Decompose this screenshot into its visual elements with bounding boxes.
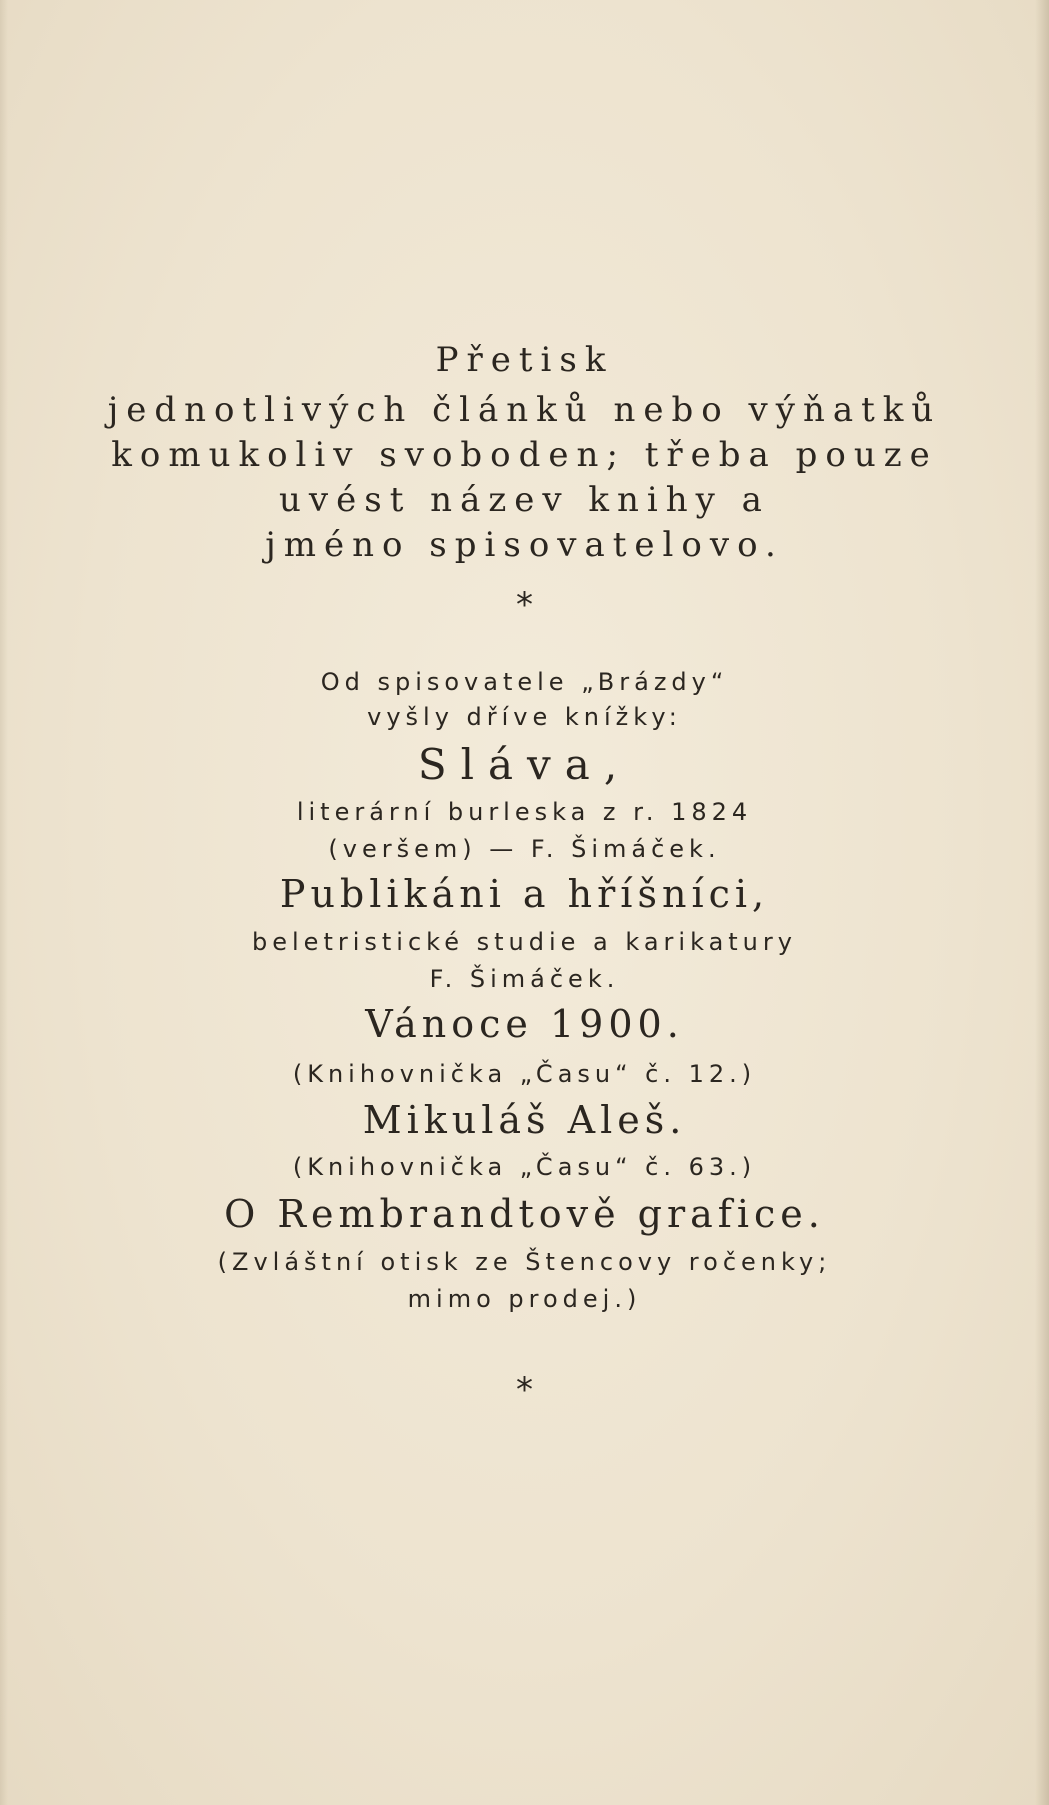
book-detail-rembrandt-1: (Zvláštní otisk ze Štencovy ročenky;	[217, 1248, 832, 1276]
notice-line-5: jméno spisovatelovo.	[265, 525, 784, 565]
book-detail-publikani-2: F. Šimáček.	[429, 965, 620, 993]
intro-line-1: Od spisovatele „Brázdy“	[320, 668, 729, 696]
notice-line-2: jednotlivých článků nebo výňatků	[107, 390, 942, 430]
book-title-publikani: Publikáni a hříšníci,	[279, 872, 770, 916]
notice-line-4: uvést název knihy a	[279, 480, 770, 520]
book-title-slava: Sláva,	[417, 740, 632, 789]
book-detail-ales-1: (Knihovnička „Času“ č. 63.)	[292, 1153, 757, 1181]
intro-line-2: vyšly dříve knížky:	[367, 703, 682, 731]
book-title-ales: Mikuláš Aleš.	[362, 1098, 687, 1142]
book-title-rembrandt: O Rembrandtově grafice.	[224, 1192, 825, 1236]
notice-line-3: komukoliv svoboden; třeba pouze	[111, 435, 938, 475]
book-detail-publikani-1: beletristické studie a karikatury	[252, 928, 797, 956]
asterisk-separator-top: *	[516, 585, 533, 625]
book-detail-rembrandt-2: mimo prodej.)	[407, 1285, 642, 1313]
asterisk-separator-bottom: *	[516, 1370, 533, 1410]
book-title-vanoce: Vánoce 1900.	[365, 1002, 684, 1046]
book-detail-vanoce-1: (Knihovnička „Času“ č. 12.)	[292, 1060, 757, 1088]
book-detail-slava-2: (veršem) — F. Šimáček.	[328, 835, 721, 863]
book-detail-slava-1: literární burleska z r. 1824	[296, 798, 753, 826]
notice-line-1: Přetisk	[435, 340, 614, 380]
